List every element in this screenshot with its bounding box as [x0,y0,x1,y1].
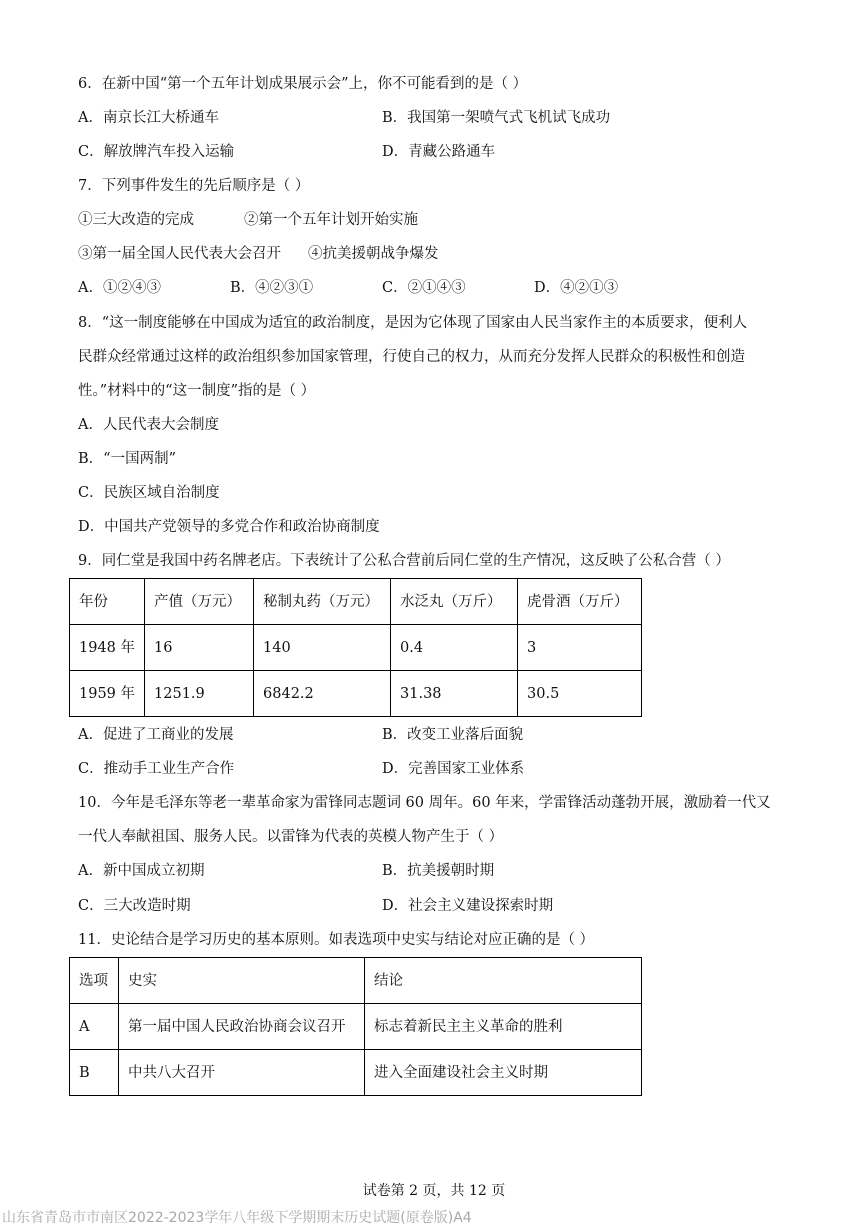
option-b: B．④②③① [230,280,314,296]
table-row [70,625,642,671]
option-c: C．推动手工业生产合作 [78,761,235,777]
question-10-stem-line-2: 一代人奉献祖国、服务人民。以雷锋为代表的英模人物产生于（ ） [78,829,504,845]
table-row [70,1004,642,1050]
table-cell: 1948 年 [70,625,145,671]
table-header-cell: 结论 [365,958,642,1004]
table-cell: 30.5 [518,671,642,717]
table-header-row [70,958,642,1004]
table-cell: 31.38 [391,671,518,717]
question-8-stem-line-2: 民群众经常通过这样的政治组织参加国家管理，行使自己的权力，从而充分发挥人民群众的积极性和创造 [78,349,745,365]
option-b: B．改变工业落后面貌 [382,727,524,743]
table-cell: 140 [254,625,391,671]
event-item-1: ①三大改造的完成 [78,212,194,228]
table-row [70,671,642,717]
option-b: B．抗美援朝时期 [382,863,495,879]
table-header-row [70,579,642,625]
table-row [70,1050,642,1096]
table-header-cell: 史实 [119,958,365,1004]
question-8-stem-line-3: 性。”材料中的“这一制度”指的是（ ） [78,383,316,399]
table-cell: 进入全面建设社会主义时期 [365,1050,642,1096]
question-8-stem-line-1: 8．“这一制度能够在中国成为适宜的政治制度，是因为它体现了国家由人民当家作主的本质要求，便利人 [78,315,748,331]
option-c: C．民族区域自治制度 [78,485,220,501]
event-item-2: ②第一个五年计划开始实施 [244,212,418,228]
table-header-cell: 水泛丸（万斤） [391,579,518,625]
option-d: D．④②①③ [534,280,619,296]
event-item-4: ④抗美援朝战争爆发 [308,246,439,262]
option-a: A．①②④③ [78,280,161,296]
option-c: C．②①④③ [382,280,466,296]
table-cell: 16 [145,625,254,671]
option-b: B．我国第一架喷气式飞机试飞成功 [382,110,611,126]
option-a: A．南京长江大桥通车 [78,110,219,126]
table-cell: 6842.2 [254,671,391,717]
table-cell: 标志着新民主主义革命的胜利 [365,1004,642,1050]
history-conclusion-table [69,957,642,1096]
table-cell: A [70,1004,119,1050]
option-d: D．社会主义建设探索时期 [382,898,554,914]
option-d: D．中国共产党领导的多党合作和政治协商制度 [78,519,380,535]
table-cell: 3 [518,625,642,671]
table-cell: 第一届中国人民政治协商会议召开 [119,1004,365,1050]
table-header-cell: 产值（万元） [145,579,254,625]
question-10-stem-line-1: 10．今年是毛泽东等老一辈革命家为雷锋同志题词 60 周年。60 年来，学雷锋活动蓬勃开展，激励着一代又 [78,795,771,811]
option-b: B．“一国两制” [78,451,176,467]
production-table [69,578,642,717]
event-item-3: ③第一届全国人民代表大会召开 [78,246,281,262]
table-cell: 1959 年 [70,671,145,717]
option-a: A．人民代表大会制度 [78,417,219,433]
table-header-cell: 年份 [70,579,145,625]
document-watermark: 山东省青岛市市南区2022-2023学年八年级下学期期末历史试题(原卷版)A4 [2,1210,472,1226]
option-a: A．新中国成立初期 [78,863,205,879]
table-header-cell: 虎骨酒（万斤） [518,579,642,625]
table-header-cell: 秘制丸药（万元） [254,579,391,625]
option-d: D．青藏公路通车 [382,144,496,160]
table-header-cell: 选项 [70,958,119,1004]
question-6-stem: 6．在新中国“第一个五年计划成果展示会”上，你不可能看到的是（ ） [78,76,528,92]
table-cell: 中共八大召开 [119,1050,365,1096]
table-cell: 1251.9 [145,671,254,717]
table-cell: B [70,1050,119,1096]
question-9-stem: 9．同仁堂是我国中药名牌老店。下表统计了公私合营前后同仁堂的生产情况，这反映了公私合营（ ） [78,553,730,569]
option-c: C．解放牌汽车投入运输 [78,144,235,160]
option-a: A．促进了工商业的发展 [78,727,234,743]
page-footer: 试卷第 2 页，共 12 页 [362,1183,506,1199]
question-11-stem: 11．史论结合是学习历史的基本原则。如表选项中史实与结论对应正确的是（ ） [78,932,595,948]
table-cell: 0.4 [391,625,518,671]
option-c: C．三大改造时期 [78,898,191,914]
option-d: D．完善国家工业体系 [382,761,525,777]
question-7-stem: 7．下列事件发生的先后顺序是（ ） [78,178,310,194]
